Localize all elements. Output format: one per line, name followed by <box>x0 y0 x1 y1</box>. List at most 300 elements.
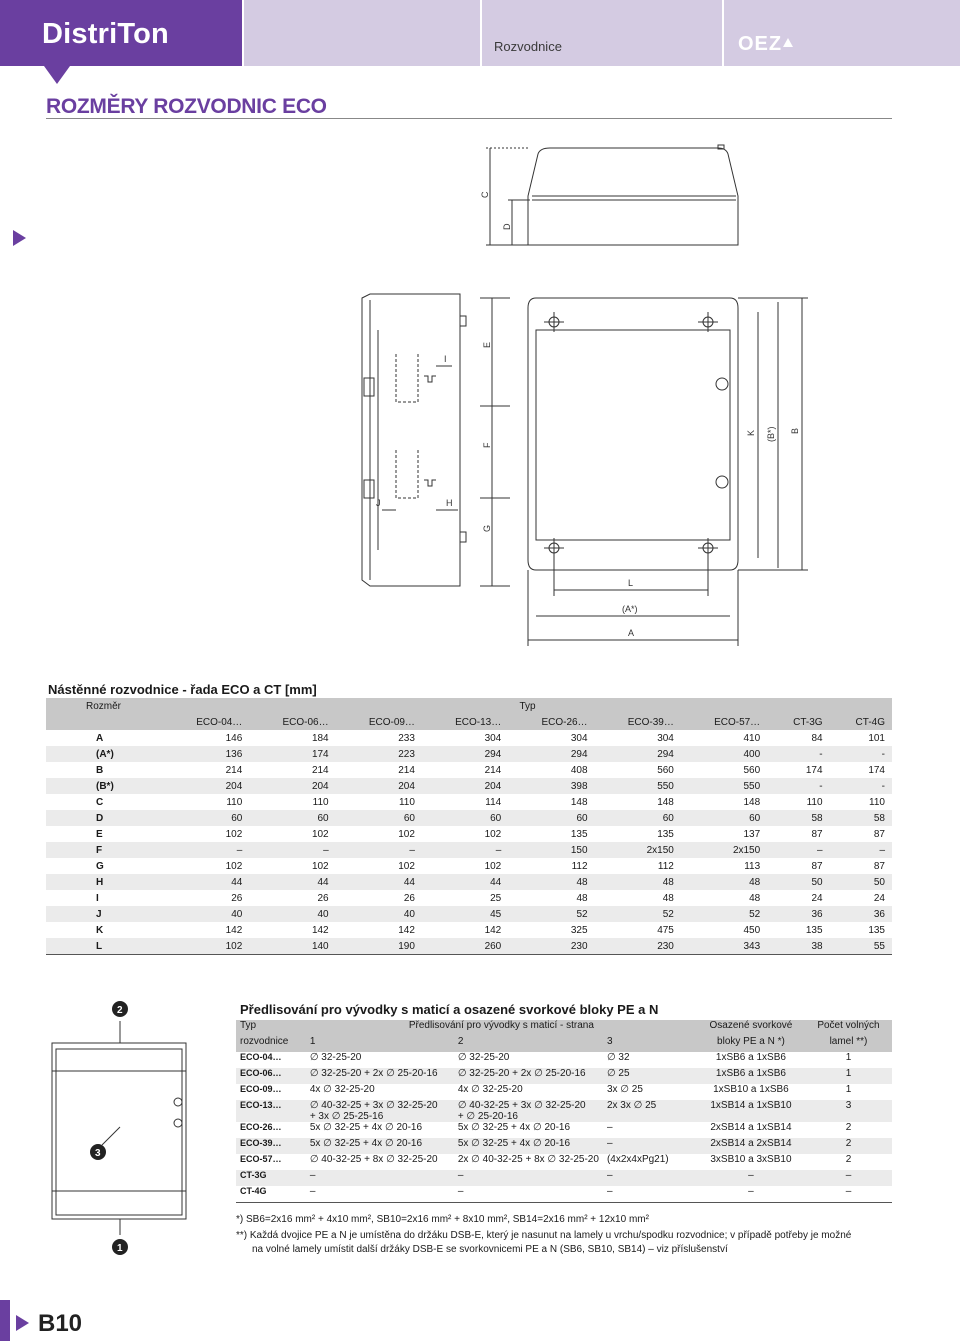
dimension-label: (A*) <box>96 748 114 760</box>
predlis-header: Předlisování pro vývodky s maticí - strana <box>408 1020 594 1031</box>
blank-header-cell <box>46 714 163 730</box>
cell-text: 1 <box>845 1052 852 1063</box>
table-cell <box>697 1100 805 1122</box>
dim-label-e: E <box>482 341 492 348</box>
table-cell <box>603 1084 697 1100</box>
table-cell <box>603 1154 697 1170</box>
table-cell <box>306 1154 454 1170</box>
dimension-label: L <box>46 938 163 955</box>
col-header: ECO-06… <box>282 716 329 728</box>
table-cell: – <box>879 844 885 856</box>
table-cell <box>805 1170 892 1186</box>
table-cell: 48 <box>749 892 761 904</box>
table-cell <box>805 1154 892 1170</box>
cell-text-line2: + 3x ∅ 25-25-16 <box>309 1111 384 1122</box>
dim-label-c: C <box>480 191 490 198</box>
type-cell <box>236 1100 306 1122</box>
dimension-label: I <box>96 892 99 904</box>
table-cell: 60 <box>662 812 674 824</box>
table-cell: 400 <box>743 748 761 760</box>
table1-header-row-1 <box>46 698 892 714</box>
table-cell <box>454 1154 603 1170</box>
knockouts-table <box>236 1020 892 1203</box>
cell-text: ECO-13… <box>240 1100 282 1110</box>
side1-header: 1 <box>309 1036 316 1047</box>
table-cell: 36 <box>811 908 823 920</box>
table-cell: 48 <box>576 892 588 904</box>
osazene-header: Osazené svorkové <box>709 1020 793 1031</box>
type-cell <box>236 1186 306 1203</box>
table-cell: 24 <box>811 892 823 904</box>
callout-3: 3 <box>95 1148 101 1159</box>
col-header: ECO-09… <box>368 716 415 728</box>
table-row <box>46 778 892 794</box>
table-cell: 560 <box>657 764 674 776</box>
table-cell: 204 <box>311 780 329 792</box>
footnote-2-cont: na volné lamely umístit další držáky DSB-E se svorkovnicemi PE a N (SB6, SB10, SB14) – viz příslušenství <box>252 1244 728 1255</box>
table-cell: 55 <box>830 938 892 955</box>
dim-label-h: H <box>446 498 453 508</box>
dim-label-j: J <box>376 498 381 508</box>
dimension-label: D <box>96 812 104 824</box>
cell-text: 5x ∅ 32-25 + 4x ∅ 20-16 <box>309 1138 423 1149</box>
dimensions-table <box>46 698 892 955</box>
table-cell: 410 <box>743 732 761 744</box>
cell-text: 5x ∅ 32-25 + 4x ∅ 20-16 <box>457 1122 571 1133</box>
table-cell: 45 <box>490 908 502 920</box>
table-cell: 48 <box>576 876 588 888</box>
table-cell: – <box>817 844 823 856</box>
table-cell: - <box>819 780 823 792</box>
cell-text: 1xSB6 a 1xSB6 <box>715 1052 786 1063</box>
table-cell: 52 <box>749 908 761 920</box>
table-cell <box>697 1170 805 1186</box>
table-cell <box>805 1068 892 1084</box>
cell-text: 2xSB14 a 2xSB14 <box>710 1138 792 1149</box>
table-cell: 36 <box>873 908 885 920</box>
table-cell: 214 <box>311 764 329 776</box>
dimension-label: E <box>96 828 103 840</box>
table-cell: 184 <box>311 732 329 744</box>
cell-text: ECO-06… <box>240 1068 282 1078</box>
table-cell <box>697 1068 805 1084</box>
table-cell: 110 <box>312 796 329 808</box>
table-cell: 214 <box>398 764 415 776</box>
cell-text: CT-3G <box>240 1170 267 1180</box>
dim-label-i: I <box>444 354 447 364</box>
table-cell <box>454 1052 603 1068</box>
table-cell: 135 <box>868 924 885 936</box>
table-cell: 148 <box>657 796 674 808</box>
table-cell: 40 <box>317 908 329 920</box>
footer-bar <box>0 1300 10 1341</box>
title-divider <box>46 118 892 119</box>
table-cell: 204 <box>225 780 243 792</box>
table-cell: 550 <box>743 780 761 792</box>
table-cell: 102 <box>311 828 329 840</box>
table-cell: 26 <box>231 892 243 904</box>
col-header: ECO-04… <box>196 716 243 728</box>
table-cell: 304 <box>484 732 502 744</box>
cell-text: – <box>309 1186 316 1197</box>
col-header: CT-4G <box>855 716 885 728</box>
cell-text: ∅ 40-32-25 + 8x ∅ 32-25-20 <box>309 1154 438 1165</box>
table-row <box>236 1068 892 1084</box>
table-cell: 230 <box>508 938 594 955</box>
table-cell: 52 <box>576 908 588 920</box>
table-cell: 102 <box>484 860 502 872</box>
table-cell: 60 <box>490 812 502 824</box>
table-row <box>46 794 892 810</box>
cell-text: ∅ 32 <box>606 1052 630 1063</box>
table-cell: 137 <box>743 828 761 840</box>
table-cell: – <box>323 844 329 856</box>
dimension-label: C <box>96 796 104 808</box>
table-cell: 148 <box>570 796 588 808</box>
table-cell: 135 <box>570 828 588 840</box>
table-cell: 150 <box>570 844 588 856</box>
dim-label-k: K <box>746 429 756 436</box>
cell-text: – <box>606 1186 613 1197</box>
table1-header-row-2 <box>46 714 892 730</box>
table-cell: 2x150 <box>732 844 761 856</box>
dimension-label: K <box>96 924 104 936</box>
cell-text: 5x ∅ 32-25 + 4x ∅ 20-16 <box>457 1138 571 1149</box>
pocet-header: Počet volných <box>817 1020 880 1031</box>
table1-caption: Nástěnné rozvodnice - řada ECO a CT [mm] <box>48 682 317 697</box>
cell-text: – <box>457 1186 464 1197</box>
table-cell <box>454 1068 603 1084</box>
table-cell: 560 <box>743 764 761 776</box>
rozmer-header: Rozměr <box>86 700 122 712</box>
table-cell <box>805 1052 892 1068</box>
table2-caption: Předlisování pro vývodky s maticí a osazené svorkové bloky PE a N <box>240 1002 659 1017</box>
col-header: CT-3G <box>793 716 823 728</box>
table-cell <box>805 1084 892 1100</box>
col-header: ECO-39… <box>627 716 674 728</box>
table-row <box>236 1122 892 1138</box>
bloky-header: bloky PE a N *) <box>717 1036 785 1047</box>
type-cell <box>236 1052 306 1068</box>
table-cell: 40 <box>231 908 243 920</box>
cell-text: ECO-26… <box>240 1122 282 1132</box>
table-cell: 294 <box>570 748 588 760</box>
table-cell: 102 <box>398 860 415 872</box>
footnote-2: **) Každá dvojice PE a N je umístěna do držáku DSB-E, který je nasunut na lamely u vrchu/spodku rozvodnice; v případě potřeby je možné <box>236 1230 852 1241</box>
table-cell <box>697 1186 805 1203</box>
enclosure-dimension-drawing <box>340 140 840 660</box>
header-section-band <box>482 0 722 66</box>
cell-text: CT-4G <box>240 1186 267 1196</box>
table-row <box>236 1052 892 1068</box>
table-cell <box>603 1068 697 1084</box>
table-cell: 38 <box>767 938 829 955</box>
table-cell: 110 <box>869 796 885 808</box>
table-cell: 102 <box>484 828 502 840</box>
table-row <box>46 858 892 874</box>
cell-text: 4x ∅ 32-25-20 <box>457 1084 523 1095</box>
table-cell: 50 <box>873 876 885 888</box>
table-cell <box>697 1052 805 1068</box>
table-cell <box>805 1100 892 1122</box>
page-title: ROZMĚRY ROZVODNIC ECO <box>46 95 327 118</box>
table-cell <box>603 1138 697 1154</box>
page-number: B10 <box>38 1310 83 1337</box>
cell-text: – <box>748 1170 754 1181</box>
table-cell: 2x150 <box>646 844 674 856</box>
table-cell: 87 <box>811 828 823 840</box>
cell-text: ∅ 32-25-20 <box>309 1052 362 1063</box>
table-cell <box>306 1186 454 1203</box>
cell-text: ∅ 25 <box>606 1068 630 1079</box>
table-cell: 48 <box>662 892 674 904</box>
cell-text: 2 <box>845 1138 852 1149</box>
col-header: ECO-13… <box>455 716 502 728</box>
cell-text: 2xSB14 a 1xSB14 <box>710 1122 792 1133</box>
header-band-empty <box>244 0 480 66</box>
cell-text: 1xSB6 a 1xSB6 <box>715 1068 786 1079</box>
table-cell <box>454 1170 603 1186</box>
table-cell <box>306 1122 454 1138</box>
table-cell: 148 <box>743 796 761 808</box>
table-cell: 142 <box>398 924 415 936</box>
cell-text: – <box>457 1170 464 1181</box>
cell-text: 1xSB14 a 1xSB10 <box>710 1100 792 1111</box>
cell-text: – <box>606 1122 613 1133</box>
cell-text: ∅ 40-32-25 + 3x ∅ 32-25-20 <box>309 1100 438 1111</box>
table-row <box>46 906 892 922</box>
table-cell <box>454 1186 603 1203</box>
oez-logo-triangle-icon <box>783 38 793 47</box>
cell-text: 2 <box>845 1154 852 1165</box>
table-cell: 110 <box>806 796 823 808</box>
dimension-label: J <box>96 908 102 920</box>
table-cell <box>603 1052 697 1068</box>
table-cell: - <box>881 748 885 760</box>
table-cell: 102 <box>225 828 243 840</box>
table-cell: 110 <box>398 796 415 808</box>
table-cell: 113 <box>744 860 761 872</box>
table-cell: 294 <box>657 748 674 760</box>
cell-text: (4x2x4xPg21) <box>606 1154 669 1165</box>
table-cell: 101 <box>868 732 885 744</box>
table-cell: – <box>236 844 243 856</box>
table-cell <box>805 1122 892 1138</box>
table-cell <box>805 1138 892 1154</box>
cell-text: 2x 3x ∅ 25 <box>606 1100 657 1111</box>
brand-banner-notch <box>44 66 70 84</box>
dimension-label: B <box>96 764 104 776</box>
cell-text: ECO-57… <box>240 1154 282 1164</box>
table-cell: 60 <box>749 812 761 824</box>
table-cell <box>805 1186 892 1203</box>
dim-label-g: G <box>482 524 492 532</box>
cell-text: ECO-09… <box>240 1084 282 1094</box>
table-cell <box>697 1154 805 1170</box>
table-cell: 102 <box>163 938 249 955</box>
table-cell: 112 <box>657 860 674 872</box>
footnote-1: *) SB6=2x16 mm² + 4x10 mm², SB10=2x16 mm² + 8x10 mm², SB14=2x16 mm² + 12x10 mm² <box>236 1214 649 1225</box>
table-cell <box>697 1138 805 1154</box>
table-cell: – <box>495 844 502 856</box>
table-cell: 233 <box>398 732 415 744</box>
side2-header: 2 <box>457 1036 464 1047</box>
dimension-label: (B*) <box>96 780 114 792</box>
table-cell: 44 <box>231 876 243 888</box>
table-cell: 110 <box>226 796 243 808</box>
table-row <box>46 826 892 842</box>
table-row <box>46 842 892 858</box>
table-cell: 304 <box>657 732 674 744</box>
dim-label-f: F <box>482 442 492 448</box>
table-cell: 48 <box>662 876 674 888</box>
table-cell: 475 <box>657 924 674 936</box>
side-arrow-icon <box>13 230 26 246</box>
col-header: ECO-57… <box>714 716 761 728</box>
cell-text: – <box>606 1170 613 1181</box>
type-cell <box>236 1154 306 1170</box>
table2-header-row-1 <box>236 1020 892 1036</box>
dim-label-d: D <box>502 223 512 230</box>
table-cell: 136 <box>225 748 243 760</box>
cell-text: – <box>845 1186 852 1197</box>
type-cell <box>236 1170 306 1186</box>
table-cell: 142 <box>311 924 329 936</box>
dimension-label: H <box>96 876 104 888</box>
cell-text: ∅ 40-32-25 + 3x ∅ 32-25-20 <box>457 1100 586 1111</box>
table-cell: 60 <box>403 812 415 824</box>
table-cell: 174 <box>805 764 823 776</box>
table-cell <box>306 1084 454 1100</box>
cell-text: ECO-39… <box>240 1138 282 1148</box>
table-row <box>236 1154 892 1170</box>
table-cell <box>306 1052 454 1068</box>
table-cell: 214 <box>484 764 502 776</box>
dim-label-bstar: (B*) <box>766 426 776 442</box>
section-name: Rozvodnice <box>494 39 562 54</box>
table-cell: 102 <box>311 860 329 872</box>
cell-text: 4x ∅ 32-25-20 <box>309 1084 375 1095</box>
table-cell: 142 <box>484 924 502 936</box>
cell-text: 2x ∅ 40-32-25 + 8x ∅ 32-25-20 <box>457 1154 599 1165</box>
typ-header: Typ <box>519 700 536 712</box>
cell-text: 1 <box>845 1068 852 1079</box>
table-row <box>236 1186 892 1203</box>
cell-text: 1xSB10 a 1xSB6 <box>713 1084 789 1095</box>
table-cell <box>603 1100 697 1122</box>
table-cell: 25 <box>490 892 502 904</box>
cell-text: – <box>606 1138 613 1149</box>
callout-1: 1 <box>117 1243 123 1254</box>
table-cell: 102 <box>225 860 243 872</box>
table-row <box>46 762 892 778</box>
table-cell: 550 <box>657 780 674 792</box>
table-cell: 142 <box>225 924 243 936</box>
table-cell: 135 <box>805 924 823 936</box>
dimension-label: F <box>96 844 103 856</box>
table-cell <box>306 1170 454 1186</box>
table-cell: - <box>881 780 885 792</box>
table-cell: 114 <box>485 796 502 808</box>
table-cell <box>697 1084 805 1100</box>
table-cell: 50 <box>811 876 823 888</box>
table-row <box>46 938 892 955</box>
table-cell: 52 <box>662 908 674 920</box>
table-cell: 102 <box>398 828 415 840</box>
cell-text: 3xSB10 a 3xSB10 <box>710 1154 792 1165</box>
table-cell <box>454 1100 603 1122</box>
table-cell <box>603 1122 697 1138</box>
table-cell <box>306 1068 454 1084</box>
table-row <box>236 1170 892 1186</box>
dim-label-a: A <box>628 628 635 638</box>
enclosure-side-diagram <box>40 995 200 1265</box>
table-cell: 204 <box>484 780 502 792</box>
table-cell: 343 <box>681 938 767 955</box>
oez-logo: OEZ <box>738 33 783 55</box>
type-cell <box>236 1122 306 1138</box>
table-cell: 140 <box>249 938 335 955</box>
table-cell: 44 <box>403 876 415 888</box>
cell-text: ∅ 32-25-20 + 2x ∅ 25-20-16 <box>457 1068 586 1079</box>
table-cell: 48 <box>749 876 761 888</box>
dim-label-astar: (A*) <box>622 604 638 614</box>
table-row <box>46 874 892 890</box>
table-cell: 190 <box>336 938 422 955</box>
table-cell: 146 <box>225 732 243 744</box>
table-cell: 60 <box>576 812 588 824</box>
table-cell: 44 <box>490 876 502 888</box>
table-cell: 26 <box>403 892 415 904</box>
table-cell: 26 <box>317 892 329 904</box>
table-cell: 294 <box>484 748 502 760</box>
table-cell: 44 <box>317 876 329 888</box>
table-cell: 174 <box>868 764 885 776</box>
table2-header-row-2 <box>236 1036 892 1052</box>
table-row <box>236 1138 892 1154</box>
table-row <box>46 730 892 746</box>
table-cell: 87 <box>811 860 823 872</box>
table-cell: 24 <box>873 892 885 904</box>
table-row <box>46 746 892 762</box>
table-cell: - <box>819 748 823 760</box>
table-cell: 204 <box>398 780 415 792</box>
table-cell: 214 <box>225 764 243 776</box>
table-row <box>46 890 892 906</box>
col-header: ECO-26… <box>541 716 588 728</box>
table-cell: 260 <box>422 938 508 955</box>
cell-text: – <box>748 1186 754 1197</box>
callout-2: 2 <box>117 1005 123 1016</box>
table-cell <box>603 1170 697 1186</box>
cell-text: 3x ∅ 25 <box>606 1084 643 1095</box>
brand-title: DistriTon <box>42 18 169 50</box>
cell-text: ∅ 32-25-20 <box>457 1052 510 1063</box>
table-cell: 87 <box>873 828 885 840</box>
table-cell <box>697 1122 805 1138</box>
type-cell <box>236 1068 306 1084</box>
cell-text: 5x ∅ 32-25 + 4x ∅ 20-16 <box>309 1122 423 1133</box>
table-cell: 60 <box>317 812 329 824</box>
table-cell: 112 <box>571 860 588 872</box>
table-cell: 58 <box>811 812 823 824</box>
rozvodnice-header: rozvodnice <box>240 1036 289 1047</box>
table-cell: 40 <box>403 908 415 920</box>
table-cell: 325 <box>570 924 588 936</box>
table-cell <box>306 1100 454 1122</box>
table-cell <box>603 1186 697 1203</box>
table-cell: 223 <box>398 748 415 760</box>
